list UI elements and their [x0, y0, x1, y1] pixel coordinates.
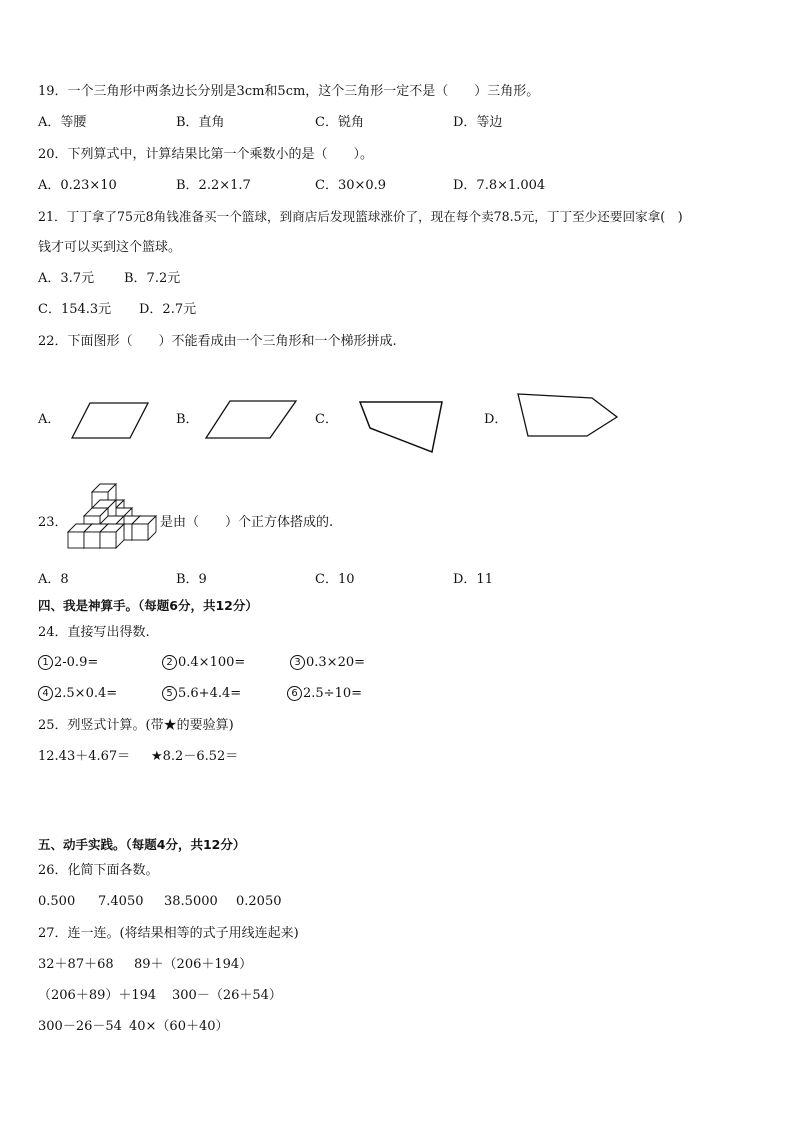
q24-item-number: 3	[290, 655, 305, 670]
q22-label-b[interactable]: B．	[176, 412, 199, 427]
q21-option-d[interactable]: D．2.7元	[139, 302, 197, 317]
q27-left-expression-2[interactable]: （206＋89）＋194	[38, 988, 157, 1003]
q22-text: 22．下面图形（ ）不能看成由一个三角形和一个梯形拼成.	[38, 334, 397, 349]
q23-option-a[interactable]: A．8	[38, 572, 69, 587]
q25-text: 25．列竖式计算。(带★的要验算)	[38, 718, 234, 733]
q22-shape-c-quadrilateral	[350, 392, 450, 462]
q27-left-expression-1[interactable]: 32＋87＋68	[38, 957, 114, 972]
q24-item-1	[38, 654, 98, 672]
q27-right-expression-3[interactable]: 40×（60＋40）	[129, 1019, 229, 1034]
q27-left-expression-3[interactable]: 300－26－54	[38, 1019, 122, 1034]
q26-text: 26．化简下面各数。	[38, 863, 159, 878]
q23-option-d[interactable]: D．11	[453, 572, 493, 587]
q24-item-4	[38, 685, 117, 703]
q23-prefix: 23．	[38, 515, 68, 530]
q20-option-c[interactable]: C．30×0.9	[315, 178, 387, 193]
section4-title: 四、我是神算手。（每题6分，共12分）	[38, 598, 258, 613]
q24-item-expression: 5.6+4.4=	[178, 686, 242, 701]
q22-label-c[interactable]: C．	[315, 412, 338, 427]
q27-text: 27．连一连。(将结果相等的式子用线连起来)	[38, 926, 299, 941]
q26-number: 0.2050	[236, 894, 282, 909]
q19-option-c[interactable]: C．锐角	[315, 115, 364, 130]
q20-option-b[interactable]: B．2.2×1.7	[176, 178, 251, 193]
q19-option-a[interactable]: A．等腰	[38, 115, 87, 130]
q23-cube-stack-image	[66, 484, 154, 556]
q21-text-line1: 21．丁丁拿了75元8角钱准备买一个篮球，到商店后发现篮球涨价了，现在每个卖78.5元，丁丁至少还要回家拿( )	[38, 209, 683, 224]
section5-title: 五、动手实践。（每题4分，共12分）	[38, 837, 246, 852]
q24-item-expression: 2.5÷10=	[303, 686, 363, 701]
q21-option-a[interactable]: A．3.7元	[38, 271, 95, 286]
q23-text: 是由（ ）个正方体搭成的.	[160, 515, 334, 530]
q20-option-a[interactable]: A．0.23×10	[38, 178, 117, 193]
q22-shape-d-pentagon	[510, 388, 625, 443]
q21-option-c[interactable]: C．154.3元	[38, 302, 112, 317]
q24-item-expression: 2-0.9=	[54, 655, 99, 670]
q24-item-2	[162, 654, 245, 672]
q24-item-expression: 0.3×20=	[306, 655, 366, 670]
q19-text: 19．一个三角形中两条边长分别是3cm和5cm，这个三角形一定不是（ ）三角形。	[38, 84, 540, 99]
q19-option-d[interactable]: D．等边	[453, 115, 503, 130]
q25-expression-2: ★8.2－6.52＝	[151, 749, 239, 764]
q26-number: 7.4050	[98, 894, 144, 909]
q19-option-b[interactable]: B．直角	[176, 115, 225, 130]
q22-shape-b-parallelogram	[198, 395, 303, 445]
q26-number: 38.5000	[164, 894, 218, 909]
q24-item-number: 4	[38, 686, 53, 701]
q24-item-5	[162, 685, 241, 703]
q27-right-expression-2[interactable]: 300－（26＋54）	[172, 988, 282, 1003]
q24-item-expression: 2.5×0.4=	[54, 686, 118, 701]
q24-text: 24．直接写出得数.	[38, 625, 150, 640]
q23-option-c[interactable]: C．10	[315, 572, 355, 587]
q22-label-a[interactable]: A．	[38, 412, 61, 427]
q24-item-number: 5	[162, 686, 177, 701]
q21-text-line2: 钱才可以买到这个篮球。	[38, 240, 182, 255]
q26-number: 0.500	[38, 894, 76, 909]
q20-text: 20．下列算式中，计算结果比第一个乘数小的是（ ）。	[38, 147, 374, 162]
q24-item-6	[287, 685, 362, 703]
q24-item-3	[290, 654, 365, 672]
q22-label-d[interactable]: D．	[484, 412, 508, 427]
q24-item-number: 6	[287, 686, 302, 701]
q22-shape-a-parallelogram	[60, 395, 160, 445]
q20-option-d[interactable]: D．7.8×1.004	[453, 178, 546, 193]
q27-right-expression-1[interactable]: 89＋（206＋194）	[134, 957, 253, 972]
q24-item-number: 1	[38, 655, 53, 670]
q23-option-b[interactable]: B．9	[176, 572, 207, 587]
q21-option-b[interactable]: B．7.2元	[124, 271, 181, 286]
q24-item-expression: 0.4×100=	[178, 655, 246, 670]
q25-expression-1: 12.43＋4.67＝	[38, 749, 131, 764]
q24-item-number: 2	[162, 655, 177, 670]
